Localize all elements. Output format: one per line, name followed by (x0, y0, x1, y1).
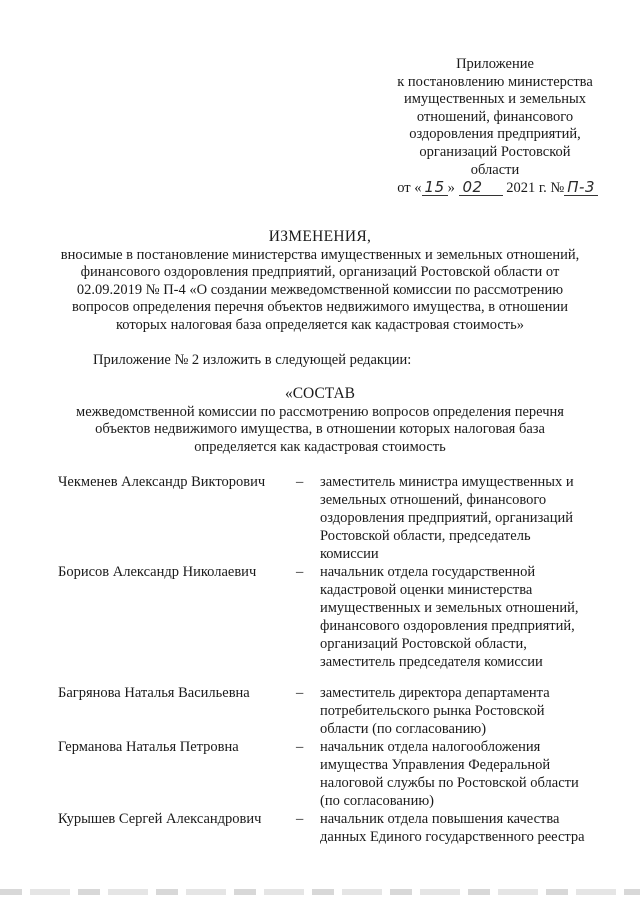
member-dash: – (296, 811, 304, 827)
composition-line: межведомственной комиссии по рассмотрению вопросов определения перечня (76, 403, 564, 420)
scan-artifact (0, 889, 640, 895)
date-mid: » (447, 180, 455, 197)
member-role: заместитель директора департамента потребительского рынка Ростовской области (по согласованию) (320, 685, 550, 737)
member-name: Курышев Сергей Александрович (58, 811, 262, 827)
document-number: П-3 (564, 180, 598, 196)
member-role: начальник отдела повышения качества данных Единого государственного реестра (320, 811, 585, 845)
changes-title (40, 228, 600, 335)
member-name: Борисов Александр Николаевич (58, 564, 257, 580)
appendix-line: отношений, финансового (416, 108, 574, 125)
appendix-line: имущественных и земельных (403, 91, 586, 108)
member-role: заместитель министра имущественных и земельных отношений, финансового оздоровления предприятий, организаций Ростовской области, председатель комиссии (320, 474, 574, 562)
appendix-line: области (470, 161, 520, 178)
member-name: Багрянова Наталья Васильевна (58, 685, 250, 701)
appendix-line: организаций Ростовской (419, 143, 571, 160)
member-dash: – (296, 564, 304, 580)
intro-paragraph: Приложение № 2 изложить в следующей редакции: (93, 352, 412, 368)
changes-line: финансового оздоровления предприятий, организаций Ростовской области от (80, 264, 560, 281)
member-role: начальник отдела государственной кадастровой оценки министерства имущественных и земельных отношений, финансового оздоровления предприятий, организаций Ростовской области, заместитель председателя комиссии (320, 564, 579, 670)
composition-title (60, 385, 580, 456)
appendix-line: оздоровления предприятий, (409, 126, 581, 143)
changes-line: которых налоговая база определяется как кадастровая стоимость» (115, 316, 525, 333)
appendix-line: Приложение (456, 56, 534, 72)
date-day: 15 (422, 180, 448, 196)
composition-heading: «СОСТАВ (284, 385, 356, 402)
member-dash: – (296, 739, 304, 755)
date-year: 2021 г. № (506, 180, 565, 197)
composition-line: определяется как кадастровая стоимость (194, 438, 446, 455)
member-name: Германова Наталья Петровна (58, 739, 239, 755)
composition-line: объектов недвижимого имущества, в отношении которых налоговая база (95, 421, 545, 438)
member-dash: – (296, 685, 304, 701)
changes-line: 02.09.2019 № П-4 «О создании межведомственной комиссии по рассмотрению (76, 281, 564, 298)
changes-line: вносимые в постановление министерства имущественных и земельных отношений, (60, 246, 580, 263)
appendix-date-line (368, 180, 598, 198)
changes-heading: ИЗМЕНЕНИЯ, (268, 228, 372, 245)
date-prefix: от « (397, 180, 422, 197)
date-month: 02 (459, 180, 503, 196)
member-dash: – (296, 474, 304, 490)
member-role: начальник отдела налогообложения имущества Управления Федеральной налоговой службы по Ростовской области (по согласованию) (320, 739, 579, 809)
appendix-header (380, 56, 610, 198)
member-name: Чекменев Александр Викторович (58, 474, 266, 490)
appendix-line: к постановлению министерства (397, 73, 593, 90)
changes-line: вопросов определения перечня объектов недвижимого имущества, в отношении (71, 299, 569, 316)
